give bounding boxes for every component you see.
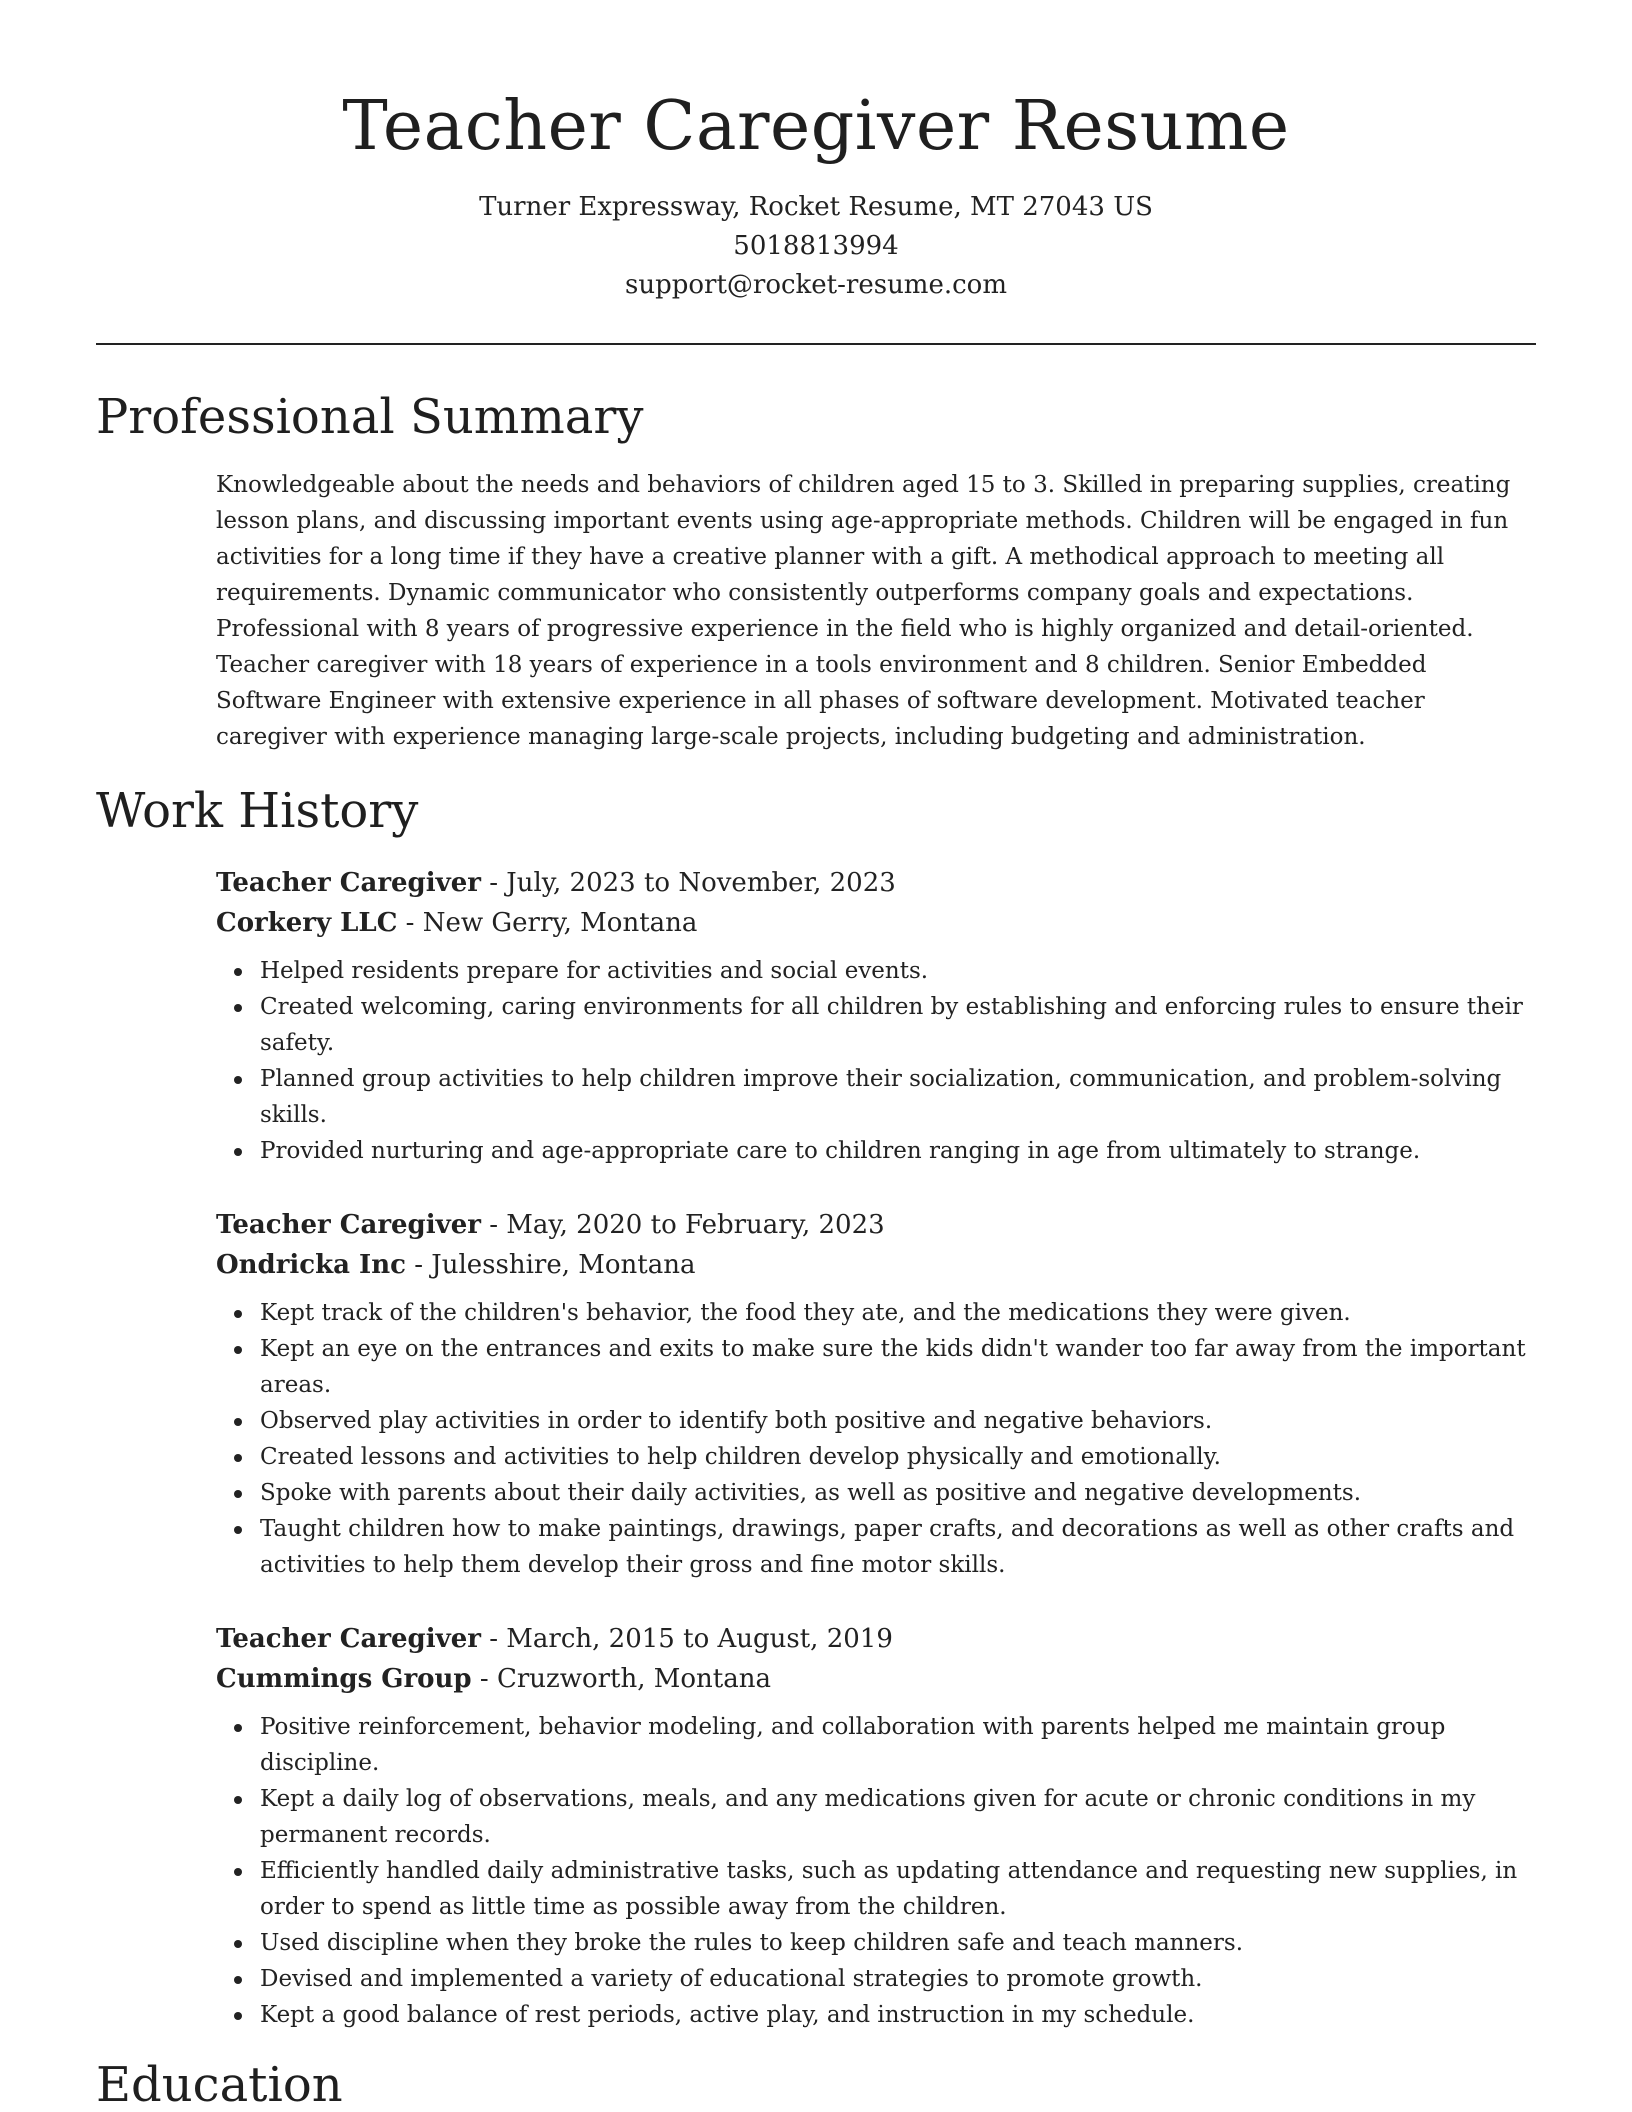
job-bullet: Created lessons and activities to help children develop physically and emotionally. [260, 1439, 1536, 1475]
resume-header [96, 0, 1536, 305]
job-entry [216, 1205, 1536, 1583]
work-history-heading: Work History [96, 783, 419, 839]
job-bullet: Observed play activities in order to identify both positive and negative behaviors. [260, 1403, 1536, 1439]
job-dates: May, 2020 to February, 2023 [506, 1210, 885, 1240]
summary-text: Knowledgeable about the needs and behaviors of children aged 15 to 3. Skilled in preparing supplies, creating lesson plans, and discussing important events using age-appropriate methods. Children will be engaged in fun activities for a long time if they have a creative planner with a gift. A methodical approach to meeting all requirements. Dynamic communicator who consistently outperforms company goals and expectations. Professional with 8 years of progressive experience in the field who is highly organized and detail-oriented. Teacher caregiver with 18 years of experience in a tools environment and 8 children. Senior Embedded Software Engineer with extensive experience in all phases of software development. Motivated teacher caregiver with experience managing large-scale projects, including budgeting and administration. [216, 472, 1511, 750]
job-company-line: Corkery LLC - New Gerry, Montana [216, 908, 698, 938]
job-bullet: Taught children how to make paintings, drawings, paper crafts, and decorations as well as other crafts and activities to help them develop their gross and fine motor skills. [260, 1511, 1536, 1583]
resume-title: Teacher Caregiver Resume [342, 87, 1290, 166]
summary-heading: Professional Summary [96, 389, 644, 445]
job-bullet: Spoke with parents about their daily activities, as well as positive and negative developments. [260, 1475, 1536, 1511]
job-bullet: Kept a daily log of observations, meals, and any medications given for acute or chronic conditions in my permanent records. [260, 1781, 1536, 1853]
job-bullet: Devised and implemented a variety of educational strategies to promote growth. [260, 1961, 1536, 1997]
job-company: Ondricka Inc [216, 1250, 406, 1280]
job-bullets [216, 953, 1536, 1169]
job-title: Teacher Caregiver [216, 868, 481, 898]
job-entry [216, 1619, 1536, 2033]
job-bullet: Planned group activities to help children improve their socialization, communication, and problem-solving skills. [260, 1061, 1536, 1133]
work-history-list [96, 863, 1536, 2033]
job-bullets [216, 1295, 1536, 1583]
job-entry [216, 863, 1536, 1169]
job-dates: March, 2015 to August, 2019 [506, 1624, 893, 1654]
job-bullet: Created welcoming, caring environments for all children by establishing and enforcing rules to ensure their safety. [260, 989, 1536, 1061]
job-dates: July, 2023 to November, 2023 [506, 868, 896, 898]
job-bullet: Kept track of the children's behavior, the food they ate, and the medications they were given. [260, 1295, 1536, 1331]
job-location: New Gerry, Montana [422, 908, 698, 938]
job-title-line: Teacher Caregiver - March, 2015 to August, 2019 [216, 1624, 893, 1654]
job-bullet: Used discipline when they broke the rules to keep children safe and teach manners. [260, 1925, 1536, 1961]
job-title: Teacher Caregiver [216, 1624, 481, 1654]
contact-phone: 5018813994 [733, 231, 899, 261]
job-bullet: Kept a good balance of rest periods, active play, and instruction in my schedule. [260, 1997, 1536, 2033]
job-title-line: Teacher Caregiver - July, 2023 to November, 2023 [216, 868, 896, 898]
contact-email: support@rocket-resume.com [624, 270, 1007, 300]
job-company-line: Cummings Group - Cruzworth, Montana [216, 1664, 771, 1694]
job-company: Cummings Group [216, 1664, 472, 1694]
job-title-line: Teacher Caregiver - May, 2020 to February, 2023 [216, 1210, 885, 1240]
job-company: Corkery LLC [216, 908, 398, 938]
job-company-line: Ondricka Inc - Julesshire, Montana [216, 1250, 696, 1280]
resume-page [96, 0, 1536, 2112]
contact-block [96, 188, 1536, 305]
job-bullet: Kept an eye on the entrances and exits to make sure the kids didn't wander too far away from the important areas. [260, 1331, 1536, 1403]
job-bullet: Positive reinforcement, behavior modeling, and collaboration with parents helped me maintain group discipline. [260, 1709, 1536, 1781]
job-title: Teacher Caregiver [216, 1210, 481, 1240]
contact-address: Turner Expressway, Rocket Resume, MT 27043 US [479, 192, 1153, 222]
job-bullet: Efficiently handled daily administrative tasks, such as updating attendance and requesting new supplies, in order to spend as little time as possible away from the children. [260, 1853, 1536, 1925]
job-location: Julesshire, Montana [431, 1250, 696, 1280]
job-location: Cruzworth, Montana [496, 1664, 771, 1694]
education-heading: Education [96, 2057, 343, 2112]
job-bullet: Helped residents prepare for activities and social events. [260, 953, 1536, 989]
job-bullets [216, 1709, 1536, 2033]
job-bullet: Provided nurturing and age-appropriate care to children ranging in age from ultimately to strange. [260, 1133, 1536, 1169]
header-divider [96, 343, 1536, 345]
